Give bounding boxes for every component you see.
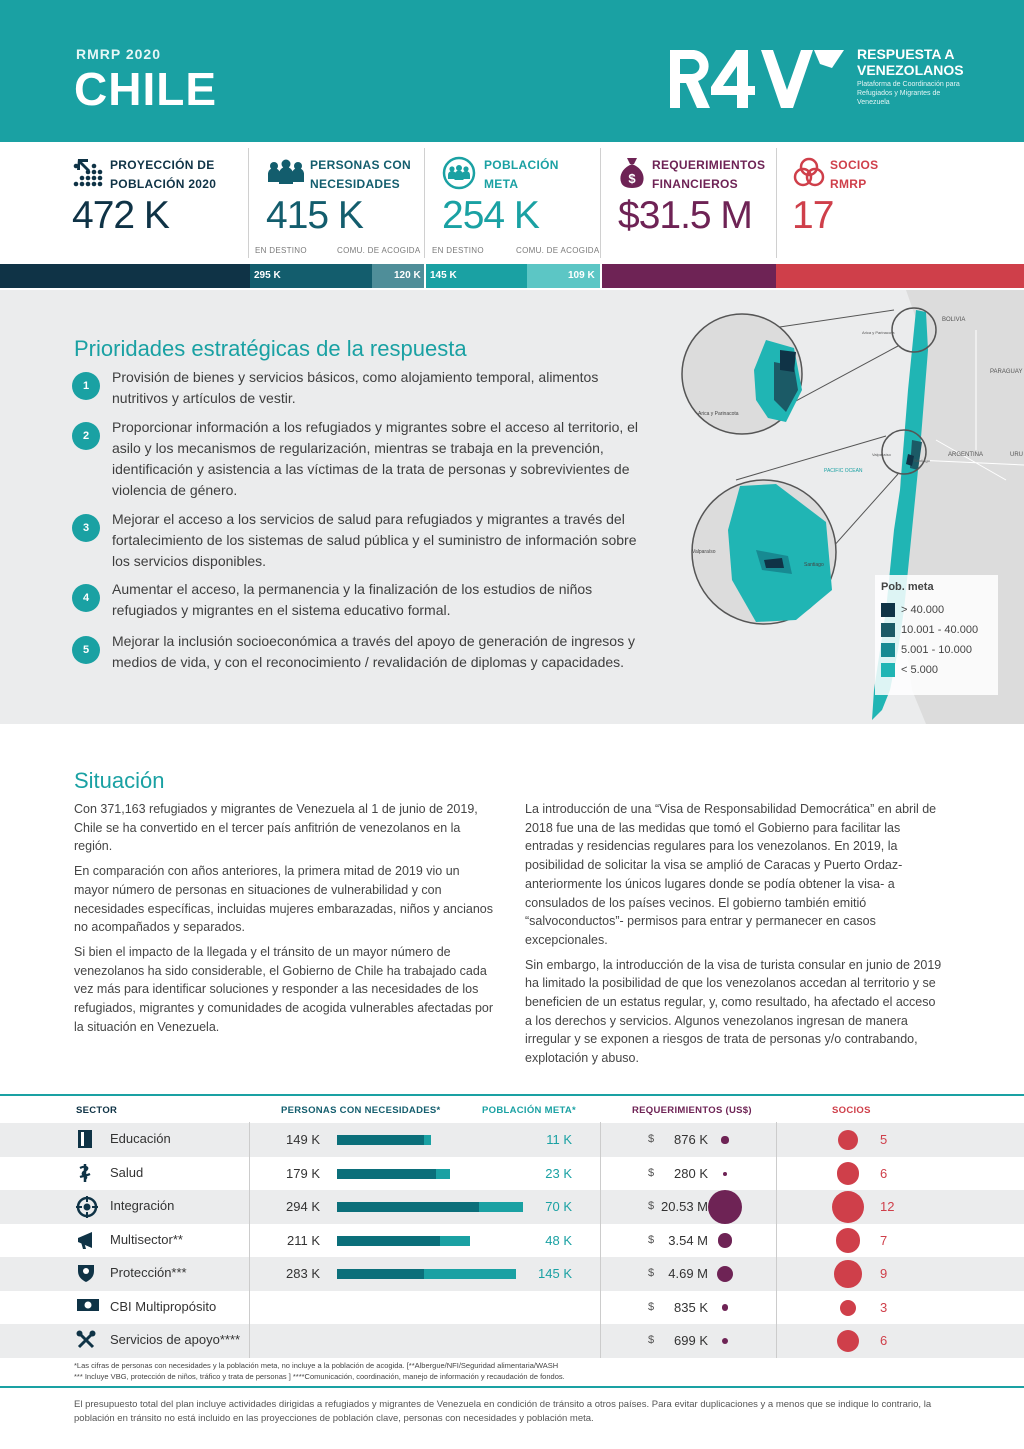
pin-bar <box>337 1269 424 1279</box>
table-row <box>0 1123 1024 1157</box>
target-value: 23 K <box>545 1165 572 1181</box>
target-value: 70 K <box>545 1199 572 1214</box>
needs-destination-label: EN DESTINO <box>255 246 307 255</box>
page-title: CHILE <box>74 63 217 115</box>
map-label-arica-small: Arica y Parinacota <box>862 330 895 335</box>
sector-name: CBI Multipropósito <box>110 1298 217 1314</box>
requirement-bubble <box>723 1172 727 1176</box>
requirement-value: 4.69 M <box>668 1266 708 1281</box>
partners-value: 5 <box>880 1132 888 1147</box>
header-sector: SECTOR <box>76 1105 118 1116</box>
target-destination-value: 145 K <box>430 270 457 281</box>
tools-icon <box>76 1330 96 1355</box>
partners-bubble <box>837 1162 860 1185</box>
table-divider <box>600 1122 601 1358</box>
partners-bubble <box>837 1330 860 1353</box>
sector-name: Educación <box>110 1131 171 1146</box>
map-legend: Pob. meta > 40.000 10.001 - 40.000 5.001 - 10.000 < 5.000 <box>875 575 998 695</box>
divider <box>776 148 777 258</box>
table-top-rule <box>0 1094 1024 1096</box>
currency-symbol: $ <box>648 1233 655 1246</box>
requirement-value: 699 K <box>674 1333 708 1348</box>
table-row <box>0 1291 1024 1325</box>
sector-name: Salud <box>110 1164 144 1180</box>
target-people-icon <box>442 156 476 190</box>
map-label-bolivia: BOLIVIA <box>942 317 966 323</box>
header-partners: SOCIOS <box>832 1105 871 1116</box>
pin-bar <box>337 1135 424 1145</box>
divider <box>248 148 249 258</box>
requirement-bubble <box>708 1190 742 1224</box>
sector-name: Multisector** <box>110 1231 183 1247</box>
table-row <box>0 1157 1024 1191</box>
map-label-valparaiso: Valparaíso <box>692 549 716 555</box>
map-label-santiago: Santiago <box>804 562 824 568</box>
target-destination-label: EN DESTINO <box>432 246 484 255</box>
needs-host-value: 120 K <box>394 270 421 281</box>
footnote-2: *** Incluye VBG, protección de niños, tráfico y trata de personas ] ****Comunicación, coordinación, manejo de información y recaudación de fondos. <box>74 1372 565 1381</box>
population-grid-icon <box>72 156 104 188</box>
legend-swatch <box>881 603 895 617</box>
requirement-value: 876 K <box>674 1132 708 1147</box>
pin-value: 294 K <box>286 1199 320 1214</box>
plan-label: RMRP 2020 <box>76 46 162 62</box>
protection-icon <box>76 1263 96 1288</box>
footnote-1: *Las cifras de personas con necesidades y la población meta, no incluye a la población de acogida. [**Albergue/NFI/Seguridad alimentaria/WASH <box>74 1361 559 1370</box>
currency-symbol: $ <box>648 1267 655 1279</box>
target-value: 254 K <box>442 194 539 237</box>
target-label: POBLACIÓN META <box>484 158 559 191</box>
requirement-bubble <box>721 1136 728 1143</box>
cash-icon <box>76 1297 100 1318</box>
requirement-bubble <box>722 1304 729 1311</box>
situation-right-column <box>525 800 945 1074</box>
requirement-value: 20.53 M <box>661 1199 708 1214</box>
target-value: 48 K <box>545 1232 572 1248</box>
target-value: 11 K <box>546 1132 572 1147</box>
footer-rule <box>0 1386 1024 1388</box>
table-row <box>0 1324 1024 1358</box>
currency-symbol: $ <box>648 1133 655 1145</box>
legend-swatch <box>881 663 895 677</box>
projection-value: 472 K <box>72 194 169 237</box>
sector-name: Integración <box>110 1198 175 1213</box>
currency-symbol: $ <box>648 1334 655 1346</box>
people-group-icon <box>266 156 306 188</box>
requirement-value: 835 K <box>674 1299 708 1315</box>
pin-bar <box>337 1169 436 1179</box>
situation-title: Situación <box>74 768 165 793</box>
integration-icon <box>76 1196 98 1223</box>
money-bag-icon <box>618 156 646 190</box>
partners-label: SOCIOS RMRP <box>830 158 879 191</box>
sector-name: Servicios de apoyo**** <box>110 1332 241 1347</box>
needs-host-label: COMU. DE ACOGIDA <box>337 246 421 255</box>
needs-destination-value: 295 K <box>254 270 281 281</box>
partners-bubble <box>838 1130 859 1151</box>
map-label-santiago-small: Santiago <box>914 458 930 463</box>
table-divider <box>249 1122 250 1358</box>
partners-bubble <box>836 1228 860 1252</box>
map-label-uruguay: URU <box>1010 452 1023 458</box>
paragraph: La introducción de una “Visa de Responsabilidad Democrática” en abril de 2018 fue una de las medidas que tomó el Gobierno para facilitar las entradas y residencias regulares para los venezolanos. En 2019, la posibilidad de solicitar la visa se amplió de Caracas y Puerto Ordaz-anteriormente los únicos lugares donde se podía obtener la visa- a consulados de los países vecinos. El gobierno también emitió “salvoconductos”- permisos para entrar y permanecer en casos excepcionales. <box>525 802 937 947</box>
partners-bubble <box>840 1300 856 1316</box>
map-label-argentina: ARGENTINA <box>948 452 984 458</box>
map-label-arica: Arica y Parinacota <box>698 411 739 417</box>
target-host-value: 109 K <box>568 270 595 281</box>
table-row <box>0 1224 1024 1258</box>
pin-bar <box>337 1236 440 1246</box>
partners-bubble <box>834 1260 862 1288</box>
partners-value: 6 <box>880 1165 888 1181</box>
legend-swatch <box>881 623 895 637</box>
logo-title: RESPUESTA A VENEZOLANOS <box>857 46 964 78</box>
pin-value: 149 K <box>286 1132 320 1147</box>
megaphone-icon <box>76 1230 96 1255</box>
map-label-valparaiso-small: Valparaíso <box>872 452 891 457</box>
legend-swatch <box>881 643 895 657</box>
priorities-section: Prioridades estratégicas de la respuesta 1 Provisión de bienes y servicios básicos, como alojamiento temporal, alimentos nutritivos y artículos de vestir. 2 Proporcionar información a los refugiados y migrantes sobre el acceso al territorio, el asilo y los mecanismos de regularización, mientras se trabaja en la prevención, identificación y asistencia a las víctimas de la trata de personas y sobrevivientes de violencia de género. 3 Mejorar el acceso a los servicios de salud para refugiados y migrantes a través del fortalecimiento de los sistemas de salud pública y el suministro de información sobre los servicios disponibles. 4 Aumentar el acceso, la permanencia y la finalización de los estudios de niños refugiados y migrantes en el sistema educativo formal. 5 Mejorar la inclusión socioeconómica a través del apoyo de generación de ingresos y medios de vida, y con el reconocimiento / revalidación de diplomas y capacidades. BOLIVIA PARAGUAY ARGENTINA URU PACIFIC OCEAN Arica y Parinacota Arica y Parinacota Valparaíso Santiago Valparaíso Santiago <box>0 290 1024 724</box>
book-icon <box>76 1129 94 1154</box>
partners-value: 7 <box>880 1232 888 1248</box>
paragraph: Si bien el impacto de la llegada y el tránsito de un mayor número de venezolanos ha sido considerable, el Gobierno de Chile ha trabajado cada vez más para identificar soluciones y responder a las necesidades de los refugiados, migrantes y comunidades de acogida vulnerables afectadas por la situación en Venezuela. <box>74 944 494 1034</box>
paragraph: Con 371,163 refugiados y migrantes de Venezuela al 1 de junio de 2019, Chile se ha convertido en el tercer país anfitrión de venezolanos en la región. <box>74 802 478 854</box>
header-pin: PERSONAS CON NECESIDADES* <box>281 1105 441 1116</box>
requirement-value: 280 K <box>674 1165 708 1181</box>
projection-label: PROYECCIÓN DE POBLACIÓN 2020 <box>110 158 217 191</box>
header-requirements: REQUERIMIENTOS (US$) <box>632 1105 752 1116</box>
table-row <box>0 1190 1024 1224</box>
partners-value: 9 <box>880 1266 888 1281</box>
requirement-bubble <box>718 1233 732 1247</box>
currency-symbol: $ <box>648 1166 655 1179</box>
requirement-bubble <box>717 1266 733 1282</box>
header-banner <box>0 0 1024 142</box>
partners-bar <box>776 264 1024 288</box>
financial-value: $31.5 M <box>618 194 752 237</box>
budget-note: El presupuesto total del plan incluye actividades dirigidas a refugiados y migrantes de Venezuela en condición de tránsito a otros países. Para evitar duplicaciones y a menos que se indique lo contrario, la población en tránsito no está incluido en las proyecciones de población clave, personas con necesidades y población meta. <box>74 1399 932 1424</box>
map-label-ocean: PACIFIC OCEAN <box>824 468 863 474</box>
table-divider <box>776 1122 777 1358</box>
sector-name: Protección*** <box>110 1265 187 1280</box>
map-label-paraguay: PARAGUAY <box>990 369 1023 375</box>
needs-label: PERSONAS CON NECESIDADES <box>310 158 411 191</box>
divider <box>424 148 425 258</box>
partners-bubble <box>832 1191 864 1223</box>
paragraph: En comparación con años anteriores, la primera mitad de 2019 vio un mayor número de personas en situaciones de vulnerabilidad y con necesidades específicas, incluidas mujeres embarazadas, niños y ancianos no acompañados y separados. <box>74 864 493 935</box>
health-icon <box>76 1163 94 1188</box>
requirement-value: 3.54 M <box>668 1232 708 1248</box>
partners-value: 17 <box>792 194 834 237</box>
divider <box>600 148 601 258</box>
partners-rings-icon <box>792 156 826 188</box>
needs-value: 415 K <box>266 194 363 237</box>
svg-text:$: $ <box>628 171 636 186</box>
r4v-logo-icon <box>666 44 848 112</box>
key-figures <box>0 142 1024 290</box>
legend-title: Pob. meta <box>881 581 934 593</box>
header-target: POBLACIÓN META* <box>482 1105 577 1116</box>
currency-symbol: $ <box>648 1200 655 1212</box>
currency-symbol: $ <box>648 1300 655 1313</box>
table-row <box>0 1257 1024 1291</box>
logo-subtitle: Plataforma de Coordinación para Refugiados y Migrantes de Venezuela <box>857 81 960 106</box>
pin-value: 179 K <box>286 1165 320 1181</box>
paragraph: Sin embargo, la introducción de la visa de turista consular en junio de 2019 ha limitado la posibilidad de que los venezolanos accedan al territorio y se beneficien de un estatus regular, y, como resultado, ha afectado el acceso a los derechos y servicios. Algunos venezolanos ingresan de manera irregular y se exponen a riesgos de trata de personas y/o contrabando, explotación y abuso. <box>525 957 942 1066</box>
requirement-bubble <box>722 1338 728 1344</box>
partners-value: 12 <box>880 1199 895 1214</box>
situation-left-column <box>74 800 494 1042</box>
partners-value: 3 <box>880 1299 888 1315</box>
pin-value: 283 K <box>286 1266 320 1281</box>
target-host-label: COMU. DE ACOGIDA <box>516 246 600 255</box>
pin-value: 211 K <box>286 1232 320 1248</box>
pin-bar <box>337 1202 479 1212</box>
financial-bar <box>602 264 776 288</box>
partners-value: 6 <box>880 1333 888 1348</box>
target-value: 145 K <box>538 1266 572 1281</box>
projection-bar <box>0 264 250 288</box>
priorities-title: Prioridades estratégicas de la respuesta <box>74 336 467 361</box>
financial-label: REQUERIMIENTOS FINANCIEROS <box>652 158 766 191</box>
